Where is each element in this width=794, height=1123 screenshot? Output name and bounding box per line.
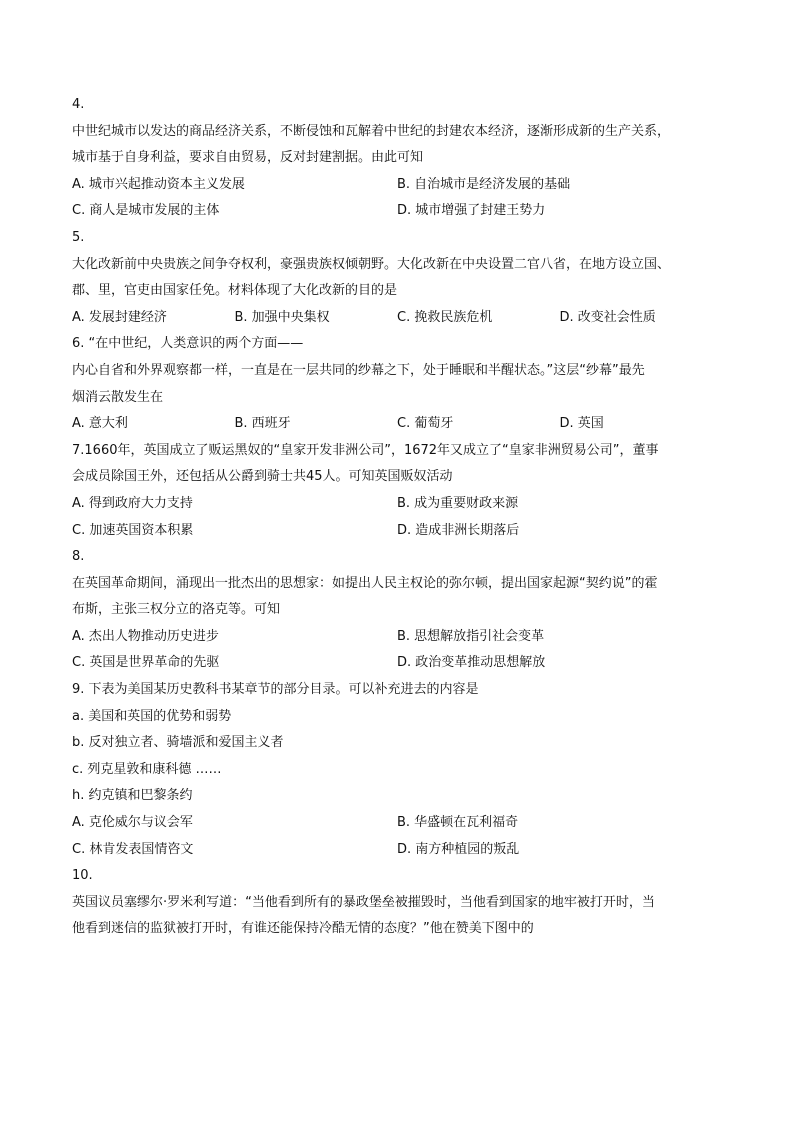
option-a[interactable]: A. 意大利 (72, 416, 128, 432)
question-stem-line: 大化改新前中央贵族之间争夺权利，豪强贵族权倾朝野。大化改新在中央设置二官八省，在地方设立国、 (72, 256, 671, 272)
answer-options (72, 411, 722, 438)
question-stem-line: 城市基于自身利益，要求自由贸易，反对封建割据。由此可知 (72, 150, 424, 166)
option-a[interactable]: A. 得到政府大力支持 (72, 495, 193, 511)
question-stem-line: 在英国革命期间，涌现出一批杰出的思想家：如提出人民主权论的弥尔顿，提出国家起源“契约说”的霍 (72, 575, 658, 591)
question-number: 8. (72, 549, 85, 565)
option-b[interactable]: B. 自治城市是经济发展的基础 (397, 176, 571, 192)
question-5 (72, 225, 722, 331)
question-stem-line: 9. 下表为美国某历史教科书某章节的部分目录。可以补充进去的内容是 (72, 682, 479, 698)
answer-options (72, 172, 722, 225)
question-stem-line: 7.1660年，英国成立了贩运黑奴的“皇家开发非洲公司”，1672年又成立了“皇家非洲贸易公司”，董事 (72, 442, 659, 458)
option-c[interactable]: C. 挽救民族危机 (397, 309, 493, 325)
option-d[interactable]: D. 英国 (559, 416, 604, 432)
exam-content (72, 92, 722, 943)
option-a[interactable]: A. 杰出人物推动历史进步 (72, 628, 219, 644)
answer-options (72, 810, 722, 863)
option-d[interactable]: D. 城市增强了封建王势力 (397, 203, 546, 219)
option-b[interactable]: B. 西班牙 (234, 416, 291, 432)
option-b[interactable]: B. 华盛顿在瓦利福奇 (397, 815, 519, 831)
question-number: 5. (72, 229, 85, 245)
option-c[interactable]: C. 加速英国资本积累 (72, 522, 194, 538)
option-c[interactable]: C. 林肯发表国情咨文 (72, 841, 194, 857)
question-4 (72, 92, 722, 225)
question-7 (72, 438, 722, 544)
question-6 (72, 331, 722, 437)
question-9 (72, 677, 722, 863)
question-number: 4. (72, 97, 85, 112)
question-8 (72, 544, 722, 677)
option-d[interactable]: D. 造成非洲长期落后 (397, 522, 520, 538)
question-stem-line: 布斯，主张三权分立的洛克等。可知 (72, 602, 281, 618)
question-stem-line: 内心自省和外界观察都一样，一直是在一层共同的纱幕之下，处于睡眠和半醒状态。”这层“纱幕”最先 (72, 362, 645, 378)
question-stem-line: 会成员除国王外，还包括从公爵到骑士共45人。可知英国贩奴活动 (72, 469, 453, 485)
question-stem-line: 他看到迷信的监狱被打开时，有谁还能保持冷酷无情的态度？”他在赞美下图中的 (72, 921, 534, 937)
question-stem-line: 中世纪城市以发达的商品经济关系，不断侵蚀和瓦解着中世纪的封建农本经济，逐渐形成新的生产关系， (72, 123, 671, 139)
question-number: 10. (72, 868, 93, 884)
option-c[interactable]: C. 商人是城市发展的主体 (72, 203, 220, 219)
option-d[interactable]: D. 南方种植园的叛乱 (397, 841, 520, 857)
question-10 (72, 863, 722, 943)
question-stem-line: 英国议员塞缪尔·罗米利写道：“当他看到所有的暴政堡垒被摧毁时，当他看到国家的地牢被打开时，当 (72, 894, 655, 910)
option-a[interactable]: A. 发展封建经济 (72, 309, 167, 325)
option-a[interactable]: A. 克伦威尔与议会军 (72, 815, 193, 831)
option-d[interactable]: D. 政治变革推动思想解放 (397, 655, 546, 671)
option-d[interactable]: D. 改变社会性质 (559, 309, 656, 325)
question-stem-line: 6. “在中世纪，人类意识的两个方面—— (72, 336, 304, 352)
answer-options (72, 305, 722, 332)
table-of-contents-item: c. 列克星敦和康科德 …… (72, 761, 222, 777)
table-of-contents-item: a. 美国和英国的优势和弱势 (72, 708, 232, 724)
table-of-contents-item: h. 约克镇和巴黎条约 (72, 788, 193, 804)
option-b[interactable]: B. 思想解放指引社会变革 (397, 628, 545, 644)
answer-options (72, 624, 722, 677)
answer-options (72, 491, 722, 544)
question-stem-line: 郡、里，官吏由国家任免。材料体现了大化改新的目的是 (72, 283, 398, 299)
question-stem-line: 烟消云散发生在 (72, 389, 164, 405)
option-b[interactable]: B. 加强中央集权 (234, 309, 330, 325)
option-c[interactable]: C. 英国是世界革命的先驱 (72, 655, 220, 671)
option-b[interactable]: B. 成为重要财政来源 (397, 495, 519, 511)
option-c[interactable]: C. 葡萄牙 (397, 416, 454, 432)
option-a[interactable]: A. 城市兴起推动资本主义发展 (72, 176, 245, 192)
table-of-contents-item: b. 反对独立者、骑墙派和爱国主义者 (72, 735, 284, 751)
